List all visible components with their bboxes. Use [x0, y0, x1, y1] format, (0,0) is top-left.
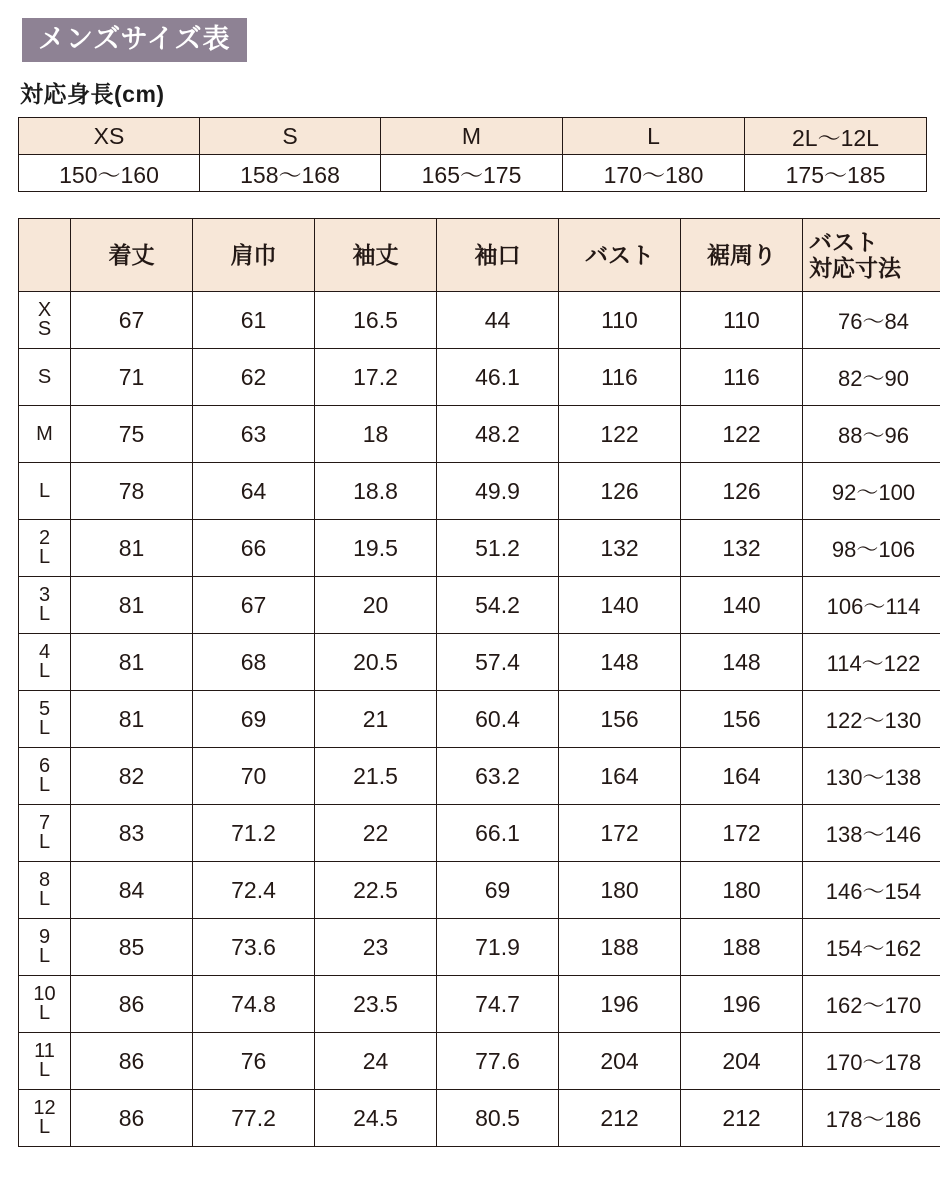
measurement-cell: 86	[71, 1090, 193, 1147]
row-size-label	[19, 634, 71, 691]
measurement-cell: 196	[681, 976, 803, 1033]
row-size-label	[19, 1033, 71, 1090]
bust-fit-cell: 114〜122	[803, 634, 940, 691]
measurement-cell: 132	[681, 520, 803, 577]
table-row	[19, 292, 940, 349]
measurement-cell: 57.4	[437, 634, 559, 691]
measurement-cell: 20	[315, 577, 437, 634]
measurement-cell: 60.4	[437, 691, 559, 748]
measurement-cell: 48.2	[437, 406, 559, 463]
measurement-cell: 77.6	[437, 1033, 559, 1090]
table-row	[19, 805, 940, 862]
row-size-label	[19, 862, 71, 919]
bust-fit-cell: 170〜178	[803, 1033, 940, 1090]
row-size-line2: L	[38, 717, 51, 739]
bust-fit-cell: 146〜154	[803, 862, 940, 919]
measurement-cell: 71	[71, 349, 193, 406]
table-row	[19, 691, 940, 748]
bust-fit-cell: 154〜162	[803, 919, 940, 976]
row-size-line2: L	[38, 603, 51, 625]
height-size-header: M	[381, 118, 563, 155]
measurement-cell: 196	[559, 976, 681, 1033]
measurement-cell: 180	[681, 862, 803, 919]
measurement-cell: 24	[315, 1033, 437, 1090]
row-size-line1: 5	[38, 698, 51, 720]
measurement-cell: 70	[193, 748, 315, 805]
measurement-cell: 49.9	[437, 463, 559, 520]
measurement-col-header: 肩巾	[193, 219, 315, 292]
measurement-cell: 86	[71, 1033, 193, 1090]
measurement-cell: 74.8	[193, 976, 315, 1033]
measurement-cell: 76	[193, 1033, 315, 1090]
row-size-label	[19, 406, 71, 463]
measurement-cell: 51.2	[437, 520, 559, 577]
bust-fit-cell: 92〜100	[803, 463, 940, 520]
measurement-header-row	[19, 219, 940, 292]
height-size-header: S	[200, 118, 381, 155]
bust-fit-cell: 122〜130	[803, 691, 940, 748]
measurement-cell: 164	[681, 748, 803, 805]
measurement-cell: 73.6	[193, 919, 315, 976]
measurement-cell: 81	[71, 520, 193, 577]
measurement-cell: 74.7	[437, 976, 559, 1033]
row-size-label	[19, 919, 71, 976]
measurement-cell: 116	[559, 349, 681, 406]
row-size-line1: 6	[38, 755, 51, 777]
row-size-line1: S	[37, 365, 52, 388]
measurement-cell: 62	[193, 349, 315, 406]
bust-fit-cell: 106〜114	[803, 577, 940, 634]
measurement-cell: 63	[193, 406, 315, 463]
measurement-cell: 122	[559, 406, 681, 463]
measurement-cell: 44	[437, 292, 559, 349]
measurement-cell: 81	[71, 634, 193, 691]
measurement-cell: 140	[559, 577, 681, 634]
measurement-table	[18, 218, 940, 1147]
measurement-cell: 77.2	[193, 1090, 315, 1147]
measurement-corner-cell	[19, 219, 71, 292]
table-row	[19, 463, 940, 520]
row-size-line1: M	[36, 422, 53, 445]
table-row	[19, 1090, 940, 1147]
row-size-line1: 12	[33, 1097, 56, 1119]
height-range-cell: 175〜185	[745, 155, 927, 192]
measurement-section	[18, 218, 924, 1147]
row-size-label	[19, 292, 71, 349]
row-size-line2: L	[38, 888, 51, 910]
measurement-cell: 188	[559, 919, 681, 976]
measurement-cell: 116	[681, 349, 803, 406]
row-size-line1: 10	[33, 983, 56, 1005]
measurement-cell: 172	[559, 805, 681, 862]
row-size-line1: X	[37, 299, 52, 321]
measurement-cell: 61	[193, 292, 315, 349]
row-size-line2: L	[38, 1116, 51, 1138]
table-row	[19, 1033, 940, 1090]
measurement-cell: 67	[193, 577, 315, 634]
bust-fit-cell: 82〜90	[803, 349, 940, 406]
height-table-value-row	[19, 155, 927, 192]
measurement-cell: 126	[681, 463, 803, 520]
measurement-cell: 148	[681, 634, 803, 691]
row-size-label	[19, 691, 71, 748]
table-row	[19, 406, 940, 463]
row-size-line1: 4	[38, 641, 51, 663]
row-size-line2: L	[38, 774, 51, 796]
measurement-cell: 23.5	[315, 976, 437, 1033]
height-table	[18, 117, 927, 192]
measurement-cell: 63.2	[437, 748, 559, 805]
measurement-cell: 140	[681, 577, 803, 634]
height-size-header: XS	[19, 118, 200, 155]
measurement-cell: 204	[681, 1033, 803, 1090]
measurement-cell: 126	[559, 463, 681, 520]
table-row	[19, 520, 940, 577]
measurement-col-header: 袖口	[437, 219, 559, 292]
measurement-cell: 148	[559, 634, 681, 691]
measurement-cell: 66.1	[437, 805, 559, 862]
row-size-line1: 3	[38, 584, 51, 606]
measurement-cell: 18.8	[315, 463, 437, 520]
row-size-line1: 9	[38, 926, 51, 948]
bust-fit-cell: 138〜146	[803, 805, 940, 862]
table-row	[19, 634, 940, 691]
measurement-cell: 69	[193, 691, 315, 748]
row-size-label	[19, 805, 71, 862]
measurement-cell: 67	[71, 292, 193, 349]
measurement-cell: 22	[315, 805, 437, 862]
measurement-cell: 68	[193, 634, 315, 691]
table-row	[19, 349, 940, 406]
bust-fit-cell: 162〜170	[803, 976, 940, 1033]
row-size-line1: 2	[38, 527, 51, 549]
measurement-cell: 21	[315, 691, 437, 748]
measurement-cell: 172	[681, 805, 803, 862]
measurement-cell: 71.2	[193, 805, 315, 862]
measurement-cell: 75	[71, 406, 193, 463]
row-size-line2: L	[38, 1002, 51, 1024]
row-size-line1: 11	[34, 1040, 55, 1062]
measurement-cell: 21.5	[315, 748, 437, 805]
height-range-cell: 170〜180	[563, 155, 745, 192]
measurement-col-header: 裾周り	[681, 219, 803, 292]
measurement-cell: 78	[71, 463, 193, 520]
bust-fit-cell: 178〜186	[803, 1090, 940, 1147]
height-range-cell: 158〜168	[200, 155, 381, 192]
bust-fit-cell: 76〜84	[803, 292, 940, 349]
row-size-label	[19, 520, 71, 577]
row-size-line2: L	[38, 831, 51, 853]
table-row	[19, 577, 940, 634]
measurement-cell: 19.5	[315, 520, 437, 577]
measurement-cell: 16.5	[315, 292, 437, 349]
row-size-label	[19, 349, 71, 406]
measurement-cell: 204	[559, 1033, 681, 1090]
measurement-cell: 85	[71, 919, 193, 976]
row-size-label	[19, 748, 71, 805]
measurement-cell: 212	[681, 1090, 803, 1147]
row-size-label	[19, 1090, 71, 1147]
measurement-cell: 86	[71, 976, 193, 1033]
bust-fit-cell: 130〜138	[803, 748, 940, 805]
height-size-header: 2L〜12L	[745, 118, 927, 155]
measurement-cell: 188	[681, 919, 803, 976]
bust-fit-cell: 98〜106	[803, 520, 940, 577]
measurement-cell: 83	[71, 805, 193, 862]
row-size-label	[19, 577, 71, 634]
measurement-cell: 156	[559, 691, 681, 748]
measurement-cell: 18	[315, 406, 437, 463]
measurement-cell: 82	[71, 748, 193, 805]
measurement-col-header: 着丈	[71, 219, 193, 292]
height-range-cell: 165〜175	[381, 155, 563, 192]
measurement-cell: 122	[681, 406, 803, 463]
bust-fit-header-line2: 対応寸法	[809, 255, 901, 281]
measurement-cell: 20.5	[315, 634, 437, 691]
row-size-label	[19, 463, 71, 520]
measurement-cell: 180	[559, 862, 681, 919]
row-size-label	[19, 976, 71, 1033]
row-size-line2: L	[38, 1059, 51, 1081]
measurement-cell: 164	[559, 748, 681, 805]
measurement-cell: 23	[315, 919, 437, 976]
measurement-cell: 81	[71, 691, 193, 748]
measurement-cell: 24.5	[315, 1090, 437, 1147]
measurement-cell: 132	[559, 520, 681, 577]
measurement-col-header: バスト	[559, 219, 681, 292]
measurement-cell: 84	[71, 862, 193, 919]
measurement-cell: 17.2	[315, 349, 437, 406]
row-size-line2: L	[38, 546, 51, 568]
measurement-cell: 69	[437, 862, 559, 919]
measurement-cell: 46.1	[437, 349, 559, 406]
measurement-cell: 80.5	[437, 1090, 559, 1147]
bust-fit-header-line1: バスト	[809, 228, 878, 255]
page-title: メンズサイズ表	[22, 18, 247, 62]
height-size-header: L	[563, 118, 745, 155]
measurement-cell: 22.5	[315, 862, 437, 919]
measurement-col-header-bust-fit	[803, 219, 940, 292]
row-size-line1: 7	[38, 812, 51, 834]
measurement-cell: 54.2	[437, 577, 559, 634]
height-table-header-row	[19, 118, 927, 155]
row-size-line2: S	[37, 318, 52, 340]
measurement-cell: 110	[559, 292, 681, 349]
row-size-line1: L	[38, 479, 51, 502]
height-section-label: 対応身長(cm)	[20, 81, 165, 107]
measurement-cell: 212	[559, 1090, 681, 1147]
row-size-line2: L	[38, 660, 51, 682]
measurement-cell: 64	[193, 463, 315, 520]
measurement-body	[19, 292, 940, 1147]
row-size-line1: 8	[38, 869, 51, 891]
height-range-cell: 150〜160	[19, 155, 200, 192]
bust-fit-cell: 88〜96	[803, 406, 940, 463]
table-row	[19, 919, 940, 976]
table-row	[19, 862, 940, 919]
measurement-cell: 81	[71, 577, 193, 634]
table-row	[19, 976, 940, 1033]
measurement-cell: 72.4	[193, 862, 315, 919]
measurement-cell: 110	[681, 292, 803, 349]
table-row	[19, 748, 940, 805]
measurement-col-header: 袖丈	[315, 219, 437, 292]
measurement-cell: 71.9	[437, 919, 559, 976]
measurement-cell: 66	[193, 520, 315, 577]
measurement-cell: 156	[681, 691, 803, 748]
row-size-line2: L	[38, 945, 51, 967]
